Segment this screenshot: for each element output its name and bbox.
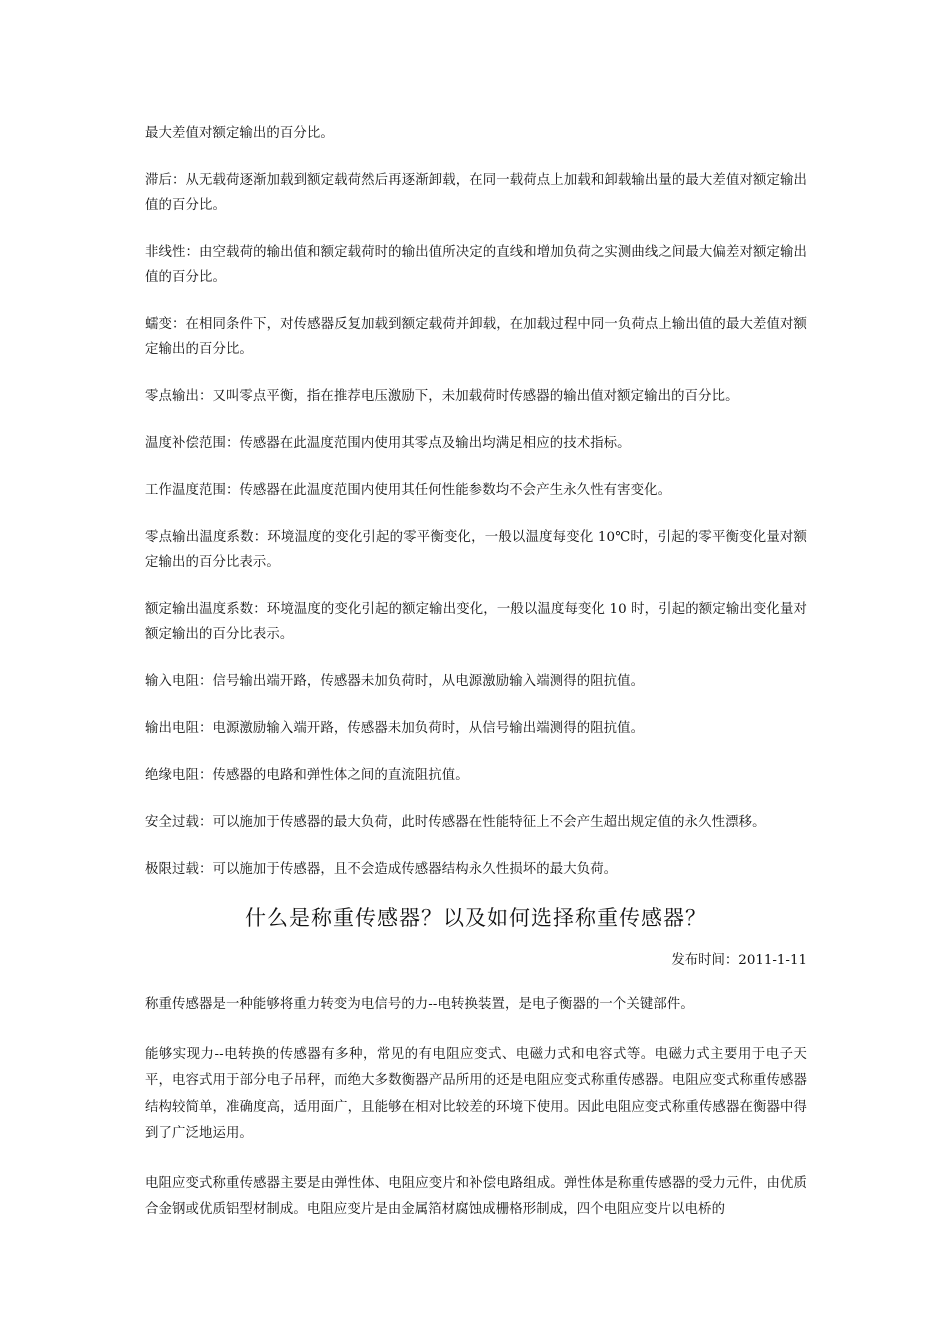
definition-paragraph: 最大差值对额定输出的百分比。 bbox=[145, 126, 334, 141]
definition-paragraph: 输入电阻：信号输出端开路，传感器未加负荷时，从电源激励输入端测得的阻抗值。 bbox=[145, 674, 645, 689]
definition-paragraph: 额定输出温度系数：环境温度的变化引起的额定输出变化，一般以温度每变化 10 时，引起的额定输出变化量对额定输出的百分比表示。 bbox=[145, 602, 807, 642]
article-paragraph: 称重传感器是一种能够将重力转变为电信号的力--电转换装置，是电子衡器的一个关键部件。 bbox=[145, 997, 694, 1012]
definition-paragraph: 滞后：从无载荷逐渐加载到额定载荷然后再逐渐卸载，在同一载荷点上加载和卸载输出量的最大差值对额定输出值的百分比。 bbox=[145, 173, 807, 213]
definitions-section bbox=[145, 121, 807, 882]
definition-paragraph: 蠕变：在相同条件下，对传感器反复加载到额定载荷并卸载，在加载过程中同一负荷点上输出值的最大差值对额定输出的百分比。 bbox=[145, 317, 807, 357]
publish-time: 发布时间：2011-1-11 bbox=[671, 953, 807, 968]
article-title: 什么是称重传感器？以及如何选择称重传感器？ bbox=[245, 906, 707, 930]
definition-paragraph: 输出电阻：电源激励输入端开路，传感器未加负荷时，从信号输出端测得的阻抗值。 bbox=[145, 721, 645, 736]
definition-paragraph: 非线性：由空载荷的输出值和额定载荷时的输出值所决定的直线和增加负荷之实测曲线之间最大偏差对额定输出值的百分比。 bbox=[145, 245, 807, 285]
definition-paragraph: 温度补偿范围：传感器在此温度范围内使用其零点及输出均满足相应的技术指标。 bbox=[145, 436, 631, 451]
document-content bbox=[145, 121, 807, 1247]
definition-paragraph: 工作温度范围：传感器在此温度范围内使用其任何性能参数均不会产生永久性有害变化。 bbox=[145, 483, 672, 498]
article-body bbox=[145, 992, 807, 1224]
definition-paragraph: 安全过载：可以施加于传感器的最大负荷，此时传感器在性能特征上不会产生超出规定值的永久性漂移。 bbox=[145, 815, 766, 830]
definition-paragraph: 零点输出：又叫零点平衡，指在推荐电压激励下，未加载荷时传感器的输出值对额定输出的百分比。 bbox=[145, 389, 739, 404]
article-paragraph: 电阻应变式称重传感器主要是由弹性体、电阻应变片和补偿电路组成。弹性体是称重传感器的受力元件，由优质合金钢或优质铝型材制成。电阻应变片是由金属箔材腐蚀成栅格形制成，四个电阻应变片以电桥的 bbox=[145, 1175, 807, 1217]
definition-paragraph: 绝缘电阻：传感器的电路和弹性体之间的直流阻抗值。 bbox=[145, 768, 469, 783]
article-paragraph: 能够实现力--电转换的传感器有多种，常见的有电阻应变式、电磁力式和电容式等。电磁力式主要用于电子天平，电容式用于部分电子吊秤，而绝大多数衡器产品所用的还是电阻应变式称重传感器。电阻应变式称重传感器结构较简单，准确度高，适用面广，且能够在相对比较差的环境下使用。因此电阻应变式称重传感器在衡器中得到了广泛地运用。 bbox=[145, 1046, 807, 1141]
definition-paragraph: 零点输出温度系数：环境温度的变化引起的零平衡变化，一般以温度每变化 10℃时，引起的零平衡变化量对额定输出的百分比表示。 bbox=[145, 530, 807, 570]
definition-paragraph: 极限过载：可以施加于传感器，且不会造成传感器结构永久性损坏的最大负荷。 bbox=[145, 862, 618, 877]
